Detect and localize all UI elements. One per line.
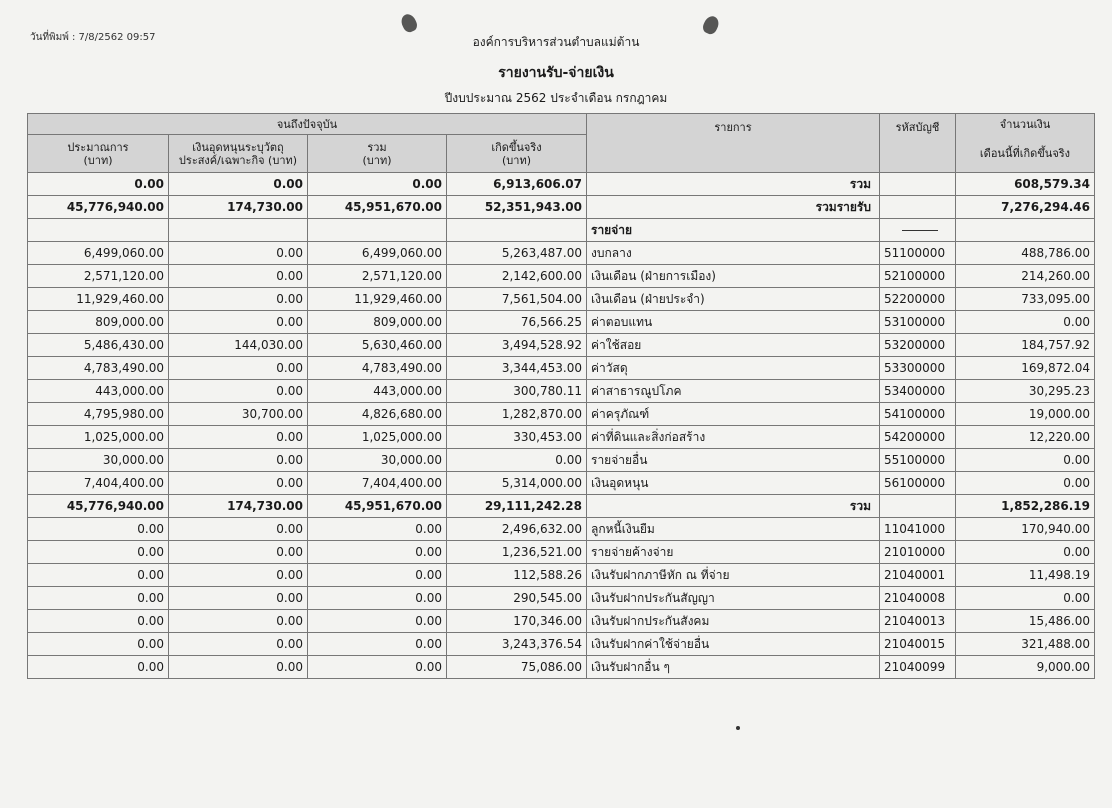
cell-actual: 112,588.26 [447,564,587,587]
table-row [28,541,1095,564]
print-date: วันที่พิมพ์ : 7/8/2562 09:57 [30,32,156,43]
cell-estimate [28,219,169,242]
paper-speck [736,726,740,730]
cell-actual: 300,780.11 [447,380,587,403]
cell-actual: 6,913,606.07 [447,173,587,196]
cell-estimate: 809,000.00 [28,311,169,334]
cell-month-amount: 170,940.00 [956,518,1095,541]
cell-estimate: 2,571,120.00 [28,265,169,288]
cell-actual: 0.00 [447,449,587,472]
cell-estimate: 0.00 [28,587,169,610]
cell-account-code: 54200000 [880,426,956,449]
cell-sum: 0.00 [308,610,447,633]
cell-reserve: 174,730.00 [169,495,308,518]
cell-reserve: 0.00 [169,265,308,288]
cell-actual: 75,086.00 [447,656,587,679]
cell-item: ค่าครุภัณฑ์ [587,403,880,426]
cell-sum: 0.00 [308,633,447,656]
cell-account-code: 11041000 [880,518,956,541]
header-amount: จำนวนเงิน [956,114,1095,135]
cell-item: เงินเดือน (ฝ่ายการเมือง) [587,265,880,288]
cell-sum: 45,951,670.00 [308,495,447,518]
cell-estimate: 0.00 [28,173,169,196]
cell-month-amount [956,219,1095,242]
cell-estimate: 4,783,490.00 [28,357,169,380]
cell-actual: 7,561,504.00 [447,288,587,311]
table-row [28,449,1095,472]
cell-item: ค่าตอบแทน [587,311,880,334]
cell-reserve: 0.00 [169,242,308,265]
cell-estimate: 0.00 [28,564,169,587]
table-row [28,564,1095,587]
cell-month-amount: 169,872.04 [956,357,1095,380]
cell-sum: 0.00 [308,173,447,196]
blank-line [902,230,938,231]
cell-actual: 5,314,000.00 [447,472,587,495]
cell-actual: 76,566.25 [447,311,587,334]
cell-account-code: 21040013 [880,610,956,633]
cell-item: รวมรายรับ [587,196,880,219]
cell-item: ค่าใช้สอย [587,334,880,357]
cell-month-amount: 184,757.92 [956,334,1095,357]
cell-sum: 4,783,490.00 [308,357,447,380]
cell-actual: 170,346.00 [447,610,587,633]
table-row [28,518,1095,541]
cell-estimate: 5,486,430.00 [28,334,169,357]
cell-reserve: 174,730.00 [169,196,308,219]
cell-month-amount: 30,295.23 [956,380,1095,403]
table-row [28,311,1095,334]
cell-actual: 5,263,487.00 [447,242,587,265]
cell-actual: 52,351,943.00 [447,196,587,219]
cell-item: เงินเดือน (ฝ่ายประจำ) [587,288,880,311]
cell-sum: 0.00 [308,587,447,610]
cell-month-amount: 0.00 [956,587,1095,610]
header-to-date: จนถึงปัจจุบัน [28,114,587,135]
table-row [28,403,1095,426]
cell-actual: 3,494,528.92 [447,334,587,357]
cell-estimate: 11,929,460.00 [28,288,169,311]
cell-estimate: 4,795,980.00 [28,403,169,426]
cell-item: ค่าที่ดินและสิ่งก่อสร้าง [587,426,880,449]
cell-actual: 2,142,600.00 [447,265,587,288]
cell-reserve: 0.00 [169,173,308,196]
cell-month-amount: 11,498.19 [956,564,1095,587]
cell-month-amount: 608,579.34 [956,173,1095,196]
cell-account-code: 51100000 [880,242,956,265]
cell-estimate: 45,776,940.00 [28,196,169,219]
cell-sum: 7,404,400.00 [308,472,447,495]
report-subtitle: ปีงบประมาณ 2562 ประจำเดือน กรกฎาคม [444,91,668,105]
cell-item: เงินรับฝากอื่น ๆ [587,656,880,679]
cell-reserve: 0.00 [169,564,308,587]
cell-month-amount: 1,852,286.19 [956,495,1095,518]
cell-reserve: 0.00 [169,357,308,380]
cell-month-amount: 488,786.00 [956,242,1095,265]
cell-sum: 6,499,060.00 [308,242,447,265]
cell-sum: 5,630,460.00 [308,334,447,357]
cell-reserve: 0.00 [169,518,308,541]
cell-estimate: 0.00 [28,541,169,564]
section-row [28,219,1095,242]
cell-account-code: 52100000 [880,265,956,288]
cell-sum: 0.00 [308,518,447,541]
total-row [28,196,1095,219]
cell-account-code: 56100000 [880,472,956,495]
report-title: รายงานรับ-จ่ายเงิน [498,65,614,81]
cell-account-code: 21040008 [880,587,956,610]
header-sum: รวม (บาท) [308,135,447,173]
cell-reserve: 0.00 [169,610,308,633]
cell-item: รวม [587,173,880,196]
cell-item: ค่าสาธารณูปโภค [587,380,880,403]
cell-sum: 0.00 [308,656,447,679]
cell-reserve: 0.00 [169,633,308,656]
cell-month-amount: 9,000.00 [956,656,1095,679]
cell-account-code: 21040015 [880,633,956,656]
table-row [28,656,1095,679]
cell-reserve: 0.00 [169,288,308,311]
cell-estimate: 30,000.00 [28,449,169,472]
cell-item: งบกลาง [587,242,880,265]
cell-month-amount: 7,276,294.46 [956,196,1095,219]
cell-account-code [880,196,956,219]
cell-sum: 0.00 [308,541,447,564]
cell-actual: 1,236,521.00 [447,541,587,564]
cell-month-amount: 0.00 [956,449,1095,472]
cell-account-code: 52200000 [880,288,956,311]
cell-month-amount: 733,095.00 [956,288,1095,311]
cell-sum [308,219,447,242]
cell-estimate: 45,776,940.00 [28,495,169,518]
table-row [28,380,1095,403]
cell-account-code [880,173,956,196]
cell-estimate: 1,025,000.00 [28,426,169,449]
cell-month-amount: 12,220.00 [956,426,1095,449]
cell-item: รวม [587,495,880,518]
cell-item: เงินรับฝากประกันสัญญา [587,587,880,610]
cell-reserve: 0.00 [169,587,308,610]
table-row [28,426,1095,449]
header-this-month: เดือนนี้ที่เกิดขึ้นจริง [956,135,1095,173]
cell-item: เงินรับฝากภาษีหัก ณ ที่จ่าย [587,564,880,587]
header-estimate: ประมาณการ (บาท) [28,135,169,173]
cell-item: เงินรับฝากค่าใช้จ่ายอื่น [587,633,880,656]
cell-sum: 4,826,680.00 [308,403,447,426]
punch-hole [399,12,419,34]
cell-actual [447,219,587,242]
header-actual: เกิดขึ้นจริง (บาท) [447,135,587,173]
cell-sum: 0.00 [308,564,447,587]
cell-reserve: 144,030.00 [169,334,308,357]
table-row [28,610,1095,633]
cell-sum: 1,025,000.00 [308,426,447,449]
table-row [28,242,1095,265]
cell-estimate: 0.00 [28,518,169,541]
cell-estimate: 0.00 [28,610,169,633]
cell-account-code [880,219,956,242]
cell-account-code: 21040099 [880,656,956,679]
cell-estimate: 6,499,060.00 [28,242,169,265]
cell-reserve: 0.00 [169,380,308,403]
cell-sum: 45,951,670.00 [308,196,447,219]
table-row [28,472,1095,495]
total-row [28,495,1095,518]
cell-sum: 443,000.00 [308,380,447,403]
header-account-code: รหัสบัญชี [880,114,956,173]
cell-account-code: 53100000 [880,311,956,334]
cell-reserve: 30,700.00 [169,403,308,426]
cell-account-code: 53400000 [880,380,956,403]
cell-reserve: 0.00 [169,541,308,564]
cell-reserve: 0.00 [169,426,308,449]
cell-estimate: 0.00 [28,656,169,679]
cell-actual: 1,282,870.00 [447,403,587,426]
cell-account-code: 21040001 [880,564,956,587]
cell-actual: 29,111,242.28 [447,495,587,518]
table-row [28,265,1095,288]
table-row [28,357,1095,380]
cell-item: เงินอุดหนุน [587,472,880,495]
cell-estimate: 0.00 [28,633,169,656]
cell-actual: 290,545.00 [447,587,587,610]
cell-account-code [880,495,956,518]
cell-reserve [169,219,308,242]
cell-item: ลูกหนี้เงินยืม [587,518,880,541]
cell-item: รายจ่าย [587,219,880,242]
table-row [28,288,1095,311]
cell-month-amount: 0.00 [956,311,1095,334]
cell-item: รายจ่ายอื่น [587,449,880,472]
cell-item: เงินรับฝากประกันสังคม [587,610,880,633]
cell-reserve: 0.00 [169,311,308,334]
cell-estimate: 7,404,400.00 [28,472,169,495]
cell-reserve: 0.00 [169,656,308,679]
table-row [28,587,1095,610]
cell-month-amount: 0.00 [956,472,1095,495]
cell-month-amount: 0.00 [956,541,1095,564]
receipt-expense-table [27,113,1095,679]
cell-month-amount: 19,000.00 [956,403,1095,426]
cell-month-amount: 214,260.00 [956,265,1095,288]
cell-actual: 330,453.00 [447,426,587,449]
header-reserve: เงินอุดหนุนระบุวัตถุ ประสงค์/เฉพาะกิจ (บาท) [169,135,308,173]
header-item: รายการ [587,114,880,173]
cell-estimate: 443,000.00 [28,380,169,403]
cell-actual: 3,243,376.54 [447,633,587,656]
organization-name: องค์การบริหารส่วนตำบลแม่ต้าน [472,35,640,49]
cell-actual: 3,344,453.00 [447,357,587,380]
cell-reserve: 0.00 [169,449,308,472]
cell-item: ค่าวัสดุ [587,357,880,380]
cell-month-amount: 15,486.00 [956,610,1095,633]
cell-reserve: 0.00 [169,472,308,495]
cell-sum: 2,571,120.00 [308,265,447,288]
table-row [28,334,1095,357]
cell-account-code: 55100000 [880,449,956,472]
table-row [28,633,1095,656]
cell-month-amount: 321,488.00 [956,633,1095,656]
cell-sum: 809,000.00 [308,311,447,334]
cell-item: รายจ่ายค้างจ่าย [587,541,880,564]
cell-sum: 11,929,460.00 [308,288,447,311]
cell-account-code: 53300000 [880,357,956,380]
cell-account-code: 21010000 [880,541,956,564]
cell-sum: 30,000.00 [308,449,447,472]
cell-actual: 2,496,632.00 [447,518,587,541]
total-row [28,173,1095,196]
cell-account-code: 54100000 [880,403,956,426]
cell-account-code: 53200000 [880,334,956,357]
